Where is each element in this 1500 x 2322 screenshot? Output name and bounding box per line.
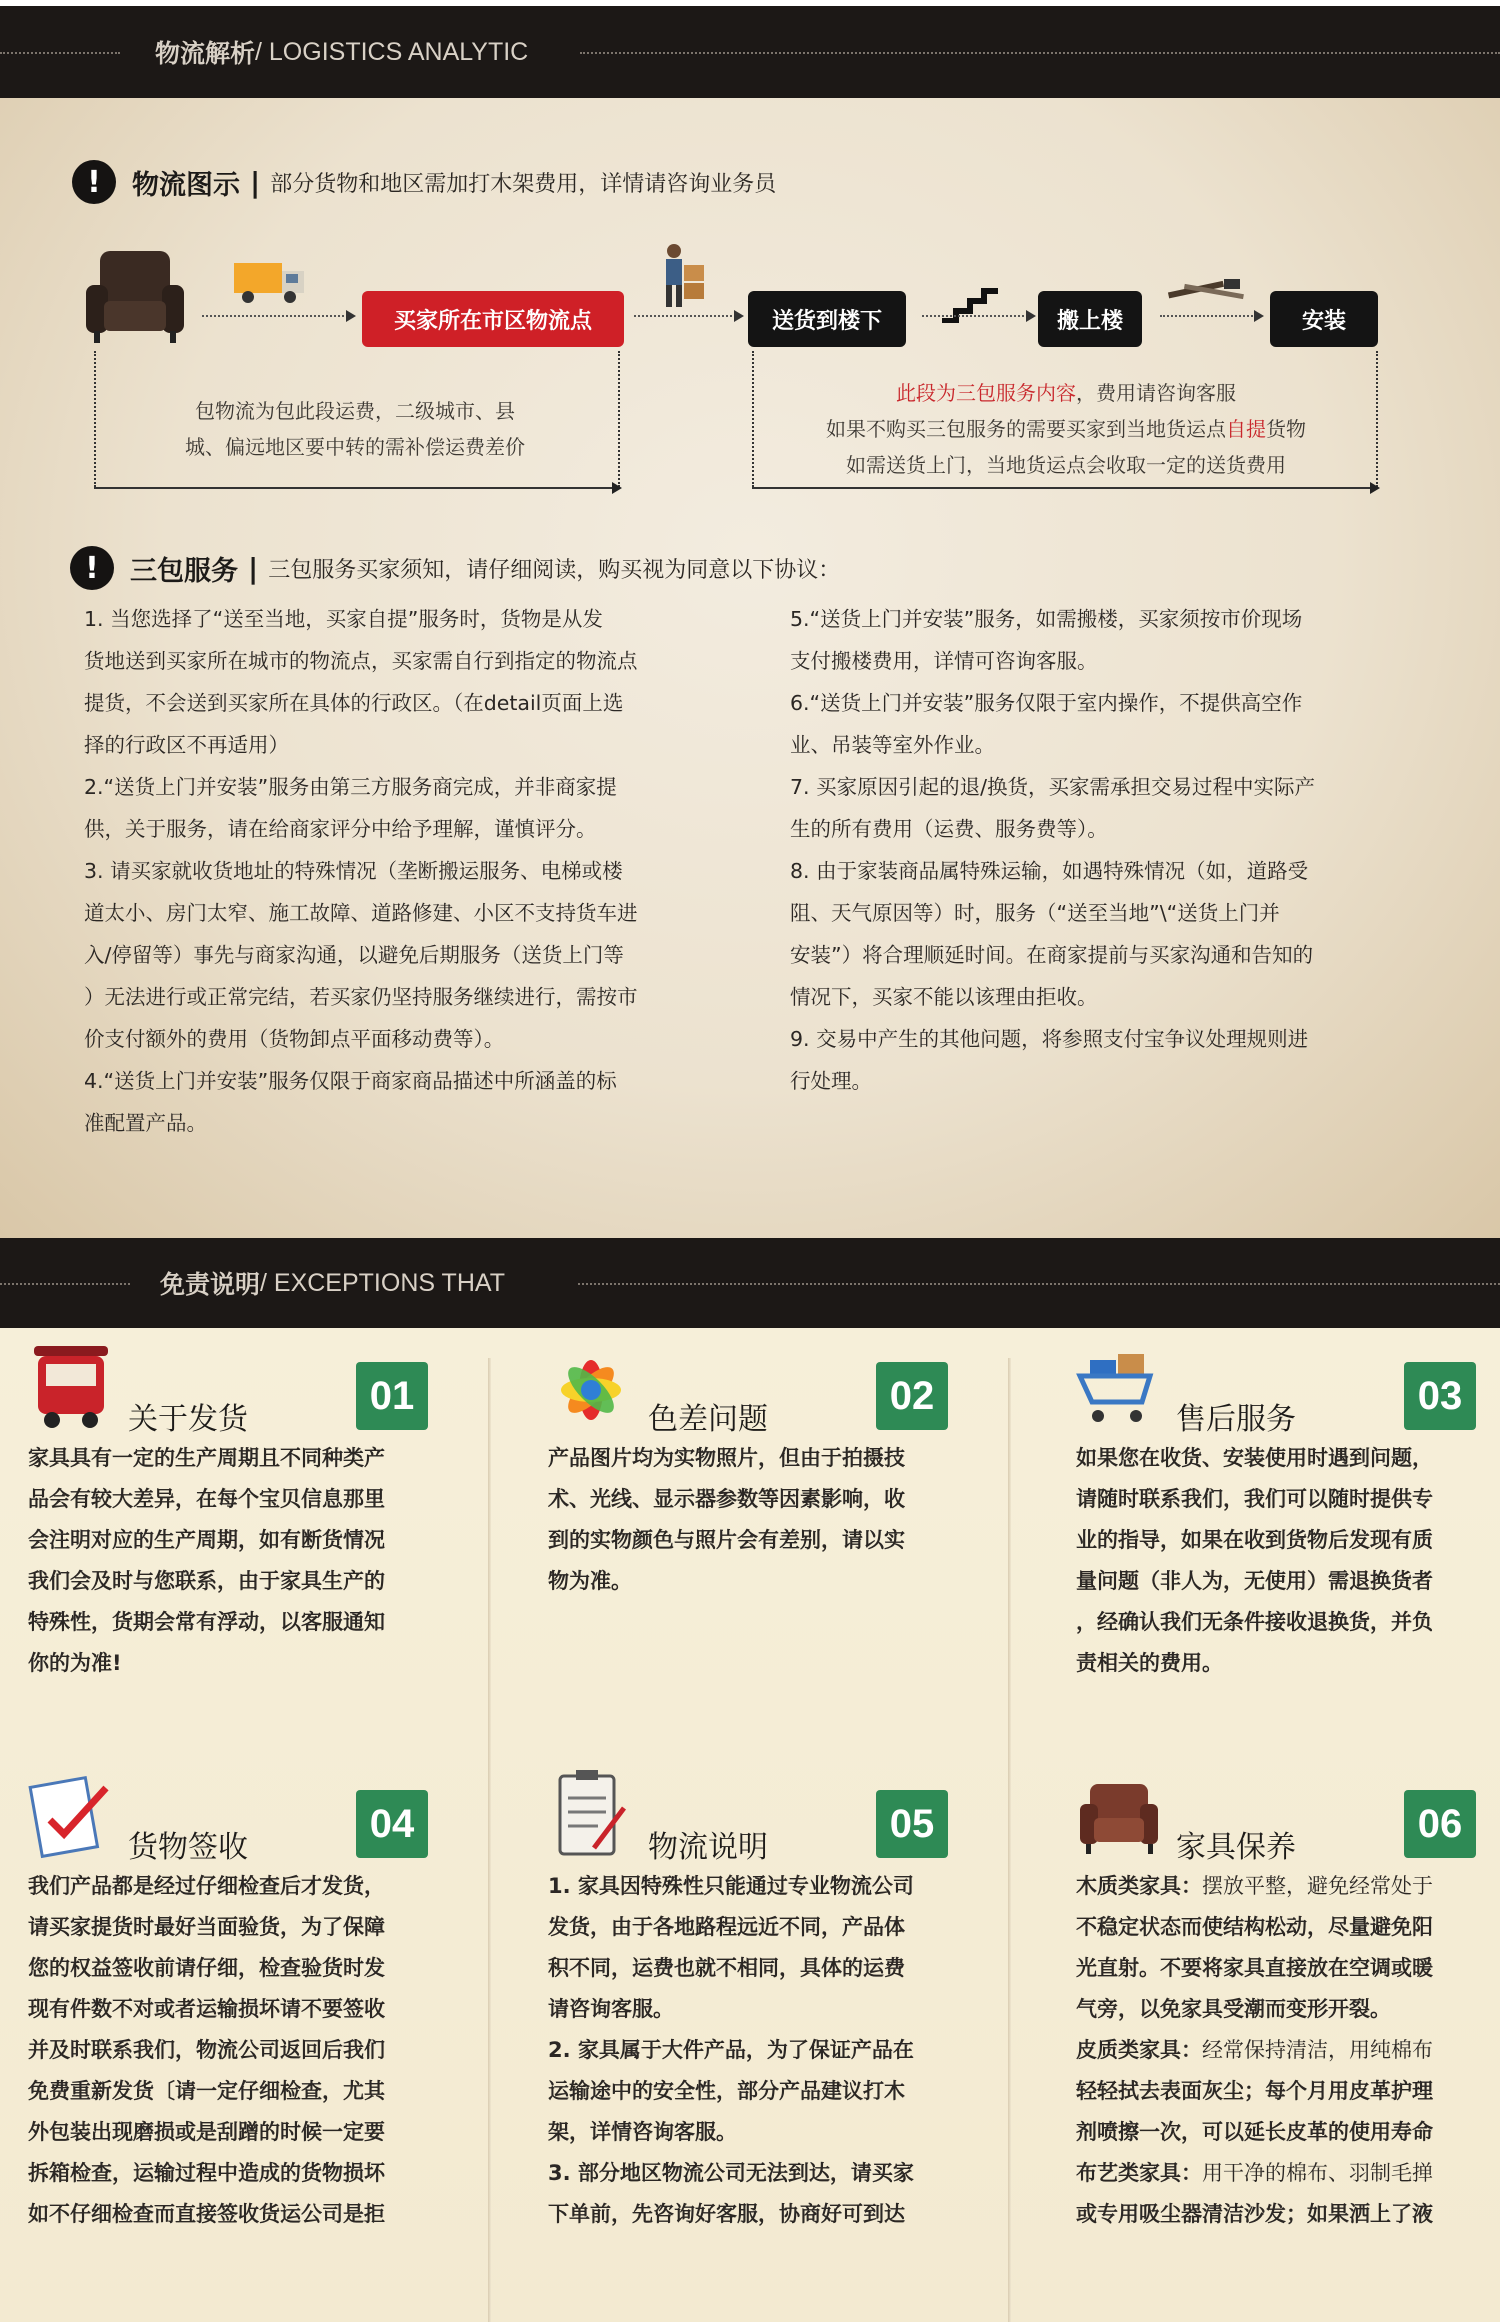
card-line: 1. 家具因特殊性只能通过专业物流公司: [548, 1874, 914, 1898]
flow-arrow-4: [1160, 315, 1260, 317]
card-number-badge: 05: [876, 1790, 948, 1858]
card-line: [1076, 2030, 1476, 2071]
card-line: 术、光线、显示器参数等因素影响，收: [548, 1487, 905, 1511]
card-line: [1076, 2153, 1476, 2194]
card-line: 特殊性，货期会常有浮动，以客服通知: [28, 1610, 385, 1634]
term-line: 7. 买家原因引起的退/换货，买家需承担交易过程中实际产: [790, 775, 1315, 799]
left-note-line-2: 城、偏远地区要中转的需补偿运费差价: [185, 435, 525, 459]
term-line: 择的行政区不再适用）: [84, 733, 289, 757]
term-line: 入/停留等）事先与商家沟通，以避免后期服务（送货上门等: [84, 943, 624, 967]
card-number-badge: 03: [1404, 1362, 1476, 1430]
exclamation-icon: !: [72, 160, 116, 204]
term-line: 业、吊装等室外作业。: [790, 733, 995, 757]
card-number-badge: 04: [356, 1790, 428, 1858]
card-body: [28, 1438, 428, 1684]
term-line: 行处理。: [790, 1069, 872, 1093]
card-line: 3. 部分地区物流公司无法到达，请买家: [548, 2161, 914, 2185]
exceptions-header-en: / EXCEPTIONS THAT: [260, 1268, 505, 1297]
stairs-icon: [940, 287, 1000, 323]
care-category-label: 木质类家具：: [1076, 1874, 1202, 1898]
flow-arrow-2: [634, 315, 740, 317]
card-line: 业的指导，如果在收到货物后发现有质: [1076, 1528, 1433, 1552]
left-bracket-start: [94, 351, 96, 487]
delivery-truck-icon: [232, 255, 308, 307]
card-line: 品会有较大差异，在每个宝贝信息那里: [28, 1487, 385, 1511]
terms-left-column: [84, 598, 764, 1144]
step-deliver-downstairs: 送货到楼下: [748, 291, 906, 347]
care-text: 轻轻拭去表面灰尘；每个月用皮革护理: [1076, 2079, 1433, 2103]
card-line: 并及时联系我们，物流公司返回后我们: [28, 2038, 385, 2062]
right-note-line-1-rest: ，费用请咨询客服: [1076, 381, 1236, 405]
porter-icon: [656, 243, 708, 309]
heading-separator: |: [248, 551, 259, 585]
care-text: 或专用吸尘器清洁沙发；如果洒上了液: [1076, 2202, 1433, 2226]
right-note-line-3: 如需送货上门，当地货运点会收取一定的送货费用: [846, 453, 1286, 477]
terms-right-column: [790, 598, 1480, 1102]
left-range-arrow: [94, 487, 618, 489]
term-line: 道太小、房门太窄、施工故障、道路修建、小区不支持货车进: [84, 901, 638, 925]
term-line: 安装”）将合理顺延时间。在商家提前与买家沟通和告知的: [790, 943, 1314, 967]
card-line: 您的权益签收前请仔细，检查验货时发: [28, 1956, 385, 1980]
card-line: 家具具有一定的生产周期且不同种类产: [28, 1446, 385, 1470]
card-line: [1076, 1948, 1476, 1989]
card-logistics-notes: [548, 1756, 948, 2235]
card-line: 你的为准!: [28, 1651, 122, 1675]
card-line: [1076, 2112, 1476, 2153]
right-range-arrow: [752, 487, 1376, 489]
card-line: 下单前，先咨询好客服，协商好可到达: [548, 2202, 905, 2226]
card-receipt: [28, 1756, 428, 2235]
term-line: 供，关于服务，请在给商家评分中给予理解，谨慎评分。: [84, 817, 597, 841]
card-title: 色差问题: [648, 1402, 768, 1437]
card-line: [1076, 2071, 1476, 2112]
card-line: 请咨询客服。: [548, 1997, 674, 2021]
logistics-panel: [0, 98, 1500, 1238]
card-body: [548, 1438, 948, 1602]
card-body: [1076, 1866, 1476, 2235]
tools-icon: [1164, 273, 1248, 307]
term-line: 1. 当您选择了“送至当地，买家自提”服务时，货物是从发: [84, 607, 603, 631]
flow-arrow-3: [922, 315, 1032, 317]
color-wheel-icon: [548, 1340, 634, 1432]
card-line: 免费重新发货〔请一定仔细检查，尤其: [28, 2079, 385, 2103]
right-bracket-end: [1376, 351, 1378, 487]
term-line: 准配置产品。: [84, 1111, 207, 1135]
card-body: [28, 1866, 428, 2235]
term-line: 阻、天气原因等）时，服务（“送至当地”\“送货上门并: [790, 901, 1280, 925]
term-line: 2.“送货上门并安装”服务由第三方服务商完成，并非商家提: [84, 775, 617, 799]
term-line: 情况下，买家不能以该理由拒收。: [790, 985, 1098, 1009]
header-dots-right: [578, 1283, 1500, 1285]
logistics-header-en: / LOGISTICS ANALYTIC: [255, 37, 529, 66]
logistics-header-bar: [0, 6, 1500, 98]
card-title: 家具保养: [1176, 1830, 1296, 1865]
flow-section-title: 物流图示: [132, 169, 240, 201]
card-line: 运输途中的安全性，部分产品建议打木: [548, 2079, 905, 2103]
service-section-title: 三包服务: [130, 555, 238, 587]
left-note-line-1: 包物流为包此段运费，二级城市、县: [195, 399, 515, 423]
service-section-heading: [70, 546, 840, 590]
card-number-badge: 02: [876, 1362, 948, 1430]
card-title: 物流说明: [648, 1830, 768, 1865]
step-carry-upstairs: 搬上楼: [1038, 291, 1142, 347]
heading-separator: |: [250, 165, 261, 199]
shopping-cart-icon: [1076, 1340, 1162, 1432]
card-number-badge: 01: [356, 1362, 428, 1430]
card-line: [1076, 2194, 1476, 2235]
card-line: 拆箱检查，运输过程中造成的货物损坏: [28, 2161, 385, 2185]
service-section-desc: 三包服务买家须知，请仔细阅读，购买视为同意以下协议：: [268, 557, 841, 583]
logistics-flow-diagram: [0, 243, 1500, 523]
card-body: [548, 1866, 948, 2235]
card-line: 现有件数不对或者运输损坏请不要签收: [28, 1997, 385, 2021]
left-flow-note: [120, 393, 590, 465]
card-line: 会注明对应的生产周期，如有断货情况: [28, 1528, 385, 1552]
card-after-sales: [1076, 1328, 1476, 1684]
column-divider: [488, 1358, 491, 2322]
term-line: 货地送到买家所在城市的物流点，买家需自行到指定的物流点: [84, 649, 638, 673]
care-text: 剂喷擦一次，可以延长皮革的使用寿命: [1076, 2120, 1433, 2144]
armchair-icon: [82, 247, 188, 347]
card-line: 发货，由于各地路程远近不同，产品体: [548, 1915, 905, 1939]
card-shipping: [28, 1328, 428, 1684]
term-line: 9. 交易中产生的其他问题，将参照支付宝争议处理规则进: [790, 1027, 1309, 1051]
card-furniture-care: [1076, 1756, 1476, 2235]
term-line: 支付搬楼费用，详情可咨询客服。: [790, 649, 1098, 673]
card-line: 我们会及时与您联系，由于家具生产的: [28, 1569, 385, 1593]
clipboard-icon: [548, 1768, 634, 1860]
card-body: [1076, 1438, 1476, 1684]
card-line: [1076, 1866, 1476, 1907]
card-line: 如不仔细检查而直接签收货运公司是拒: [28, 2202, 385, 2226]
card-title: 货物签收: [128, 1830, 248, 1865]
term-line: 8. 由于家装商品属特殊运输，如遇特殊情况（如，道路受: [790, 859, 1309, 883]
truck-icon: [28, 1340, 114, 1432]
checklist-icon: [28, 1768, 114, 1860]
card-color-difference: [548, 1328, 948, 1602]
care-text: 摆放平整，避免经常处于: [1202, 1874, 1433, 1898]
card-line: 架，详情咨询客服。: [548, 2120, 737, 2144]
logistics-header-cn: 物流解析: [155, 40, 256, 68]
card-line: 责相关的费用。: [1076, 1651, 1223, 1675]
step-install: 安装: [1270, 291, 1378, 347]
term-line: 生的所有费用（运费、服务费等）。: [790, 817, 1108, 841]
three-pack-highlight: 此段为三包服务内容: [896, 381, 1076, 405]
right-note-line-2: [760, 411, 1372, 447]
left-bracket-end: [618, 351, 620, 487]
flow-section-desc: 部分货物和地区需加打木架费用，详情请咨询业务员: [270, 171, 777, 197]
card-line: [1076, 1907, 1476, 1948]
care-text: 光直射。不要将家具直接放在空调或暖: [1076, 1956, 1433, 1980]
exceptions-header-bar: [0, 1238, 1500, 1328]
step-city-logistics-point: 买家所在市区物流点: [362, 291, 624, 347]
flow-arrow-1: [202, 315, 352, 317]
term-line: 3. 请买家就收货地址的特殊情况（垄断搬运服务、电梯或楼: [84, 859, 623, 883]
term-line: 6.“送货上门并安装”服务仅限于室内操作，不提供高空作: [790, 691, 1303, 715]
card-line: 量问题（非人为，无使用）需退换货者: [1076, 1569, 1433, 1593]
card-line: 请买家提货时最好当面验货，为了保障: [28, 1915, 385, 1939]
card-line: ，经确认我们无条件接收退换货，并负: [1076, 1610, 1433, 1634]
card-line: 积不同，运费也就不相同，具体的运费: [548, 1956, 905, 1980]
right-note-line-1: [760, 375, 1372, 411]
term-line: 5.“送货上门并安装”服务，如需搬楼，买家须按市价现场: [790, 607, 1303, 631]
card-title: 售后服务: [1176, 1402, 1296, 1437]
card-line: 产品图片均为实物照片，但由于拍摄技: [548, 1446, 905, 1470]
exceptions-header-title: [160, 1238, 505, 1328]
header-dots-left: [0, 52, 120, 54]
card-line: 如果您在收货、安装使用时遇到问题，: [1076, 1446, 1433, 1470]
term-line: 价支付额外的费用（货物卸点平面移动费等）。: [84, 1027, 505, 1051]
card-line: 我们产品都是经过仔细检查后才发货，: [28, 1874, 385, 1898]
header-dots-right: [580, 52, 1500, 54]
card-title: 关于发货: [128, 1402, 248, 1437]
right-note-line-2-pre: 如果不购买三包服务的需要买家到当地货运点: [826, 417, 1226, 441]
flow-section-heading: [72, 160, 776, 204]
exceptions-header-cn: 免责说明: [160, 1271, 261, 1299]
card-line: 到的实物颜色与照片会有差别，请以实: [548, 1528, 905, 1552]
term-line: 4.“送货上门并安装”服务仅限于商家商品描述中所涵盖的标: [84, 1069, 617, 1093]
column-divider: [1008, 1358, 1011, 2322]
card-number-badge: 06: [1404, 1790, 1476, 1858]
right-note-line-2-post: 货物: [1266, 417, 1306, 441]
card-line: 外包装出现磨损或是刮蹭的时候一定要: [28, 2120, 385, 2144]
header-dots-left: [0, 1283, 130, 1285]
logistics-header-title: [155, 6, 528, 98]
exclamation-icon: !: [70, 546, 114, 590]
card-line: 2. 家具属于大件产品，为了保证产品在: [548, 2038, 914, 2062]
term-line: 提货，不会送到买家所在具体的行政区。（在detail页面上选: [84, 691, 624, 715]
right-flow-note: [760, 375, 1372, 483]
card-line: [1076, 1989, 1476, 2030]
care-text: 不稳定状态而使结构松动，尽量避免阳: [1076, 1915, 1433, 1939]
care-text: 用干净的棉布、羽制毛掸: [1202, 2161, 1433, 2185]
term-line: ）无法进行或正常完结，若买家仍坚持服务继续进行，需按市: [84, 985, 638, 1009]
self-pickup-highlight: 自提: [1226, 417, 1266, 441]
care-category-label: 布艺类家具：: [1076, 2161, 1202, 2185]
care-text: 经常保持清洁，用纯棉布: [1202, 2038, 1433, 2062]
card-line: 请随时联系我们，我们可以随时提供专: [1076, 1487, 1433, 1511]
card-line: 物为准。: [548, 1569, 632, 1593]
right-bracket-start: [752, 351, 754, 487]
exceptions-panel: [0, 1328, 1500, 2322]
care-text: 气旁，以免家具受潮而变形开裂。: [1076, 1997, 1391, 2021]
care-category-label: 皮质类家具：: [1076, 2038, 1202, 2062]
sofa-icon: [1076, 1768, 1162, 1860]
